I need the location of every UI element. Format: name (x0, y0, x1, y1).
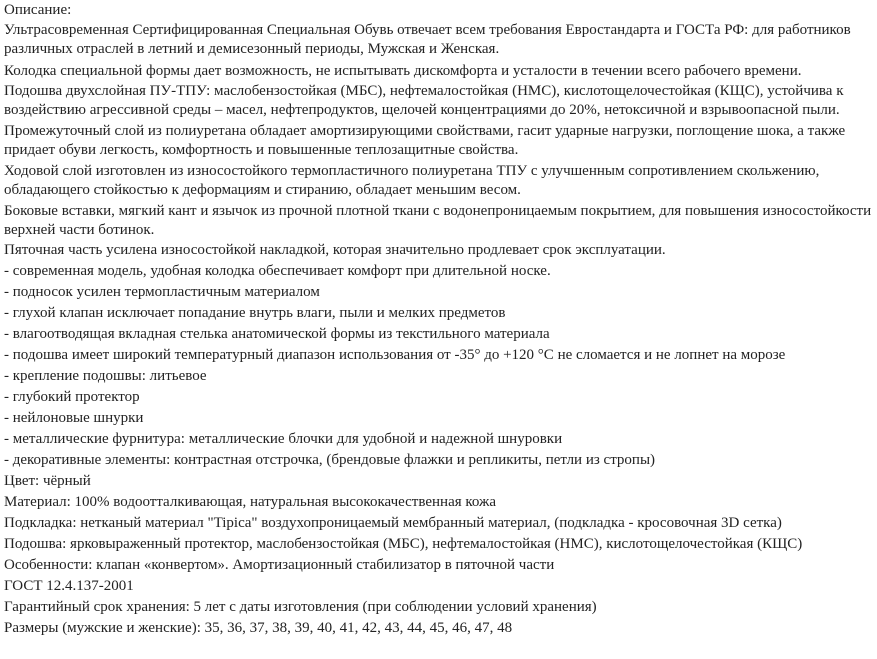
paragraph-outsole: Ходовой слой изготовлен из износостойкого термопластичного полиуретана ТПУ с улучшенным сопротивлением скольжению, обладающего стойкостью к деформациям и стиранию, обладает меньшим весом. (4, 163, 820, 198)
feature-item: - декоративные элементы: контрастная отстрочка, (брендовые флажки и репликиты, петли из стропы) (4, 452, 656, 468)
spec-sole: Подошва: ярковыраженный протектор, маслобензостойкая (МБС), нефтемалостойкая (НМС), кислотощелочестойкая (КЩС) (4, 536, 803, 552)
paragraph-side-inserts: Боковые вставки, мягкий кант и язычок из прочной плотной ткани с водонепроницаемым покрытием, для повышения износостойкости верхней части ботинок. (4, 203, 872, 238)
spec-material: Материал: 100% водоотталкивающая, натуральная высококачественная кожа (4, 494, 497, 510)
spec-gost: ГОСТ 12.4.137-2001 (4, 578, 134, 594)
spec-color: Цвет: чёрный (4, 473, 91, 489)
feature-item: - крепление подошвы: литьевое (4, 368, 207, 384)
description-heading: Описание: (4, 2, 72, 18)
paragraph-certification: Ультрасовременная Сертифицированная Специальная Обувь отвечает всем требования Евростандарта и ГОСТа РФ: для работников различных отраслей в летний и демисезонный периоды, Мужская и Женская. (4, 22, 851, 57)
paragraph-heel: Пяточная часть усилена износостойкой накладкой, которая значительно продлевает срок эксплуатации. (4, 242, 666, 258)
feature-item: - подносок усилен термопластичным материалом (4, 284, 320, 300)
feature-item: - глухой клапан исключает попадание внутрь влаги, пыли и мелких предметов (4, 305, 506, 321)
product-description (4, 0, 873, 639)
feature-item: - современная модель, удобная колодка обеспечивает комфорт при длительной носке. (4, 263, 551, 279)
spec-lining: Подкладка: нетканый материал "Tipica" воздухопроницаемый мембранный материал, (подкладка - кросовочная 3D сетка) (4, 515, 782, 531)
spec-features: Особенности: клапан «конвертом». Амортизационный стабилизатор в пяточной части (4, 557, 555, 573)
paragraph-sole: Подошва двухслойная ПУ-ТПУ: маслобензостойкая (МБС), нефтемалостойкая (НМС), кислотощелочестойкая (КЩС), устойчива к воздействию агрессивной среды – масел, нефтепродуктов, щелочей концентрациями до 20%, нетоксичной и взрывоопасной пыли. (4, 83, 844, 118)
spec-warranty: Гарантийный срок хранения: 5 лет с даты изготовления (при соблюдении условий хранения) (4, 599, 597, 615)
features-list (4, 261, 873, 471)
feature-item: - подошва имеет широкий температурный диапазон использования от -35° до +120 °С не сломается и не лопнет на морозе (4, 347, 786, 363)
feature-item: - влагоотводящая вкладная стелька анатомической формы из текстильного материала (4, 326, 550, 342)
paragraph-last: Колодка специальной формы дает возможность, не испытывать дискомфорта и усталости в течении всего рабочего времени. (4, 63, 802, 79)
specs-list (4, 471, 873, 639)
spec-sizes: Размеры (мужские и женские): 35, 36, 37, 38, 39, 40, 41, 42, 43, 44, 45, 46, 47, 48 (4, 620, 513, 636)
feature-item: - металлические фурнитура: металлические блочки для удобной и надежной шнуровки (4, 431, 563, 447)
paragraph-midlayer: Промежуточный слой из полиуретана обладает амортизирующими свойствами, гасит ударные нагрузки, поглощение шока, а также придает обуви легкость, комфортность и повышенные теплозащитные свойства. (4, 123, 846, 158)
feature-item: - нейлоновые шнурки (4, 410, 144, 426)
feature-item: - глубокий протектор (4, 389, 140, 405)
